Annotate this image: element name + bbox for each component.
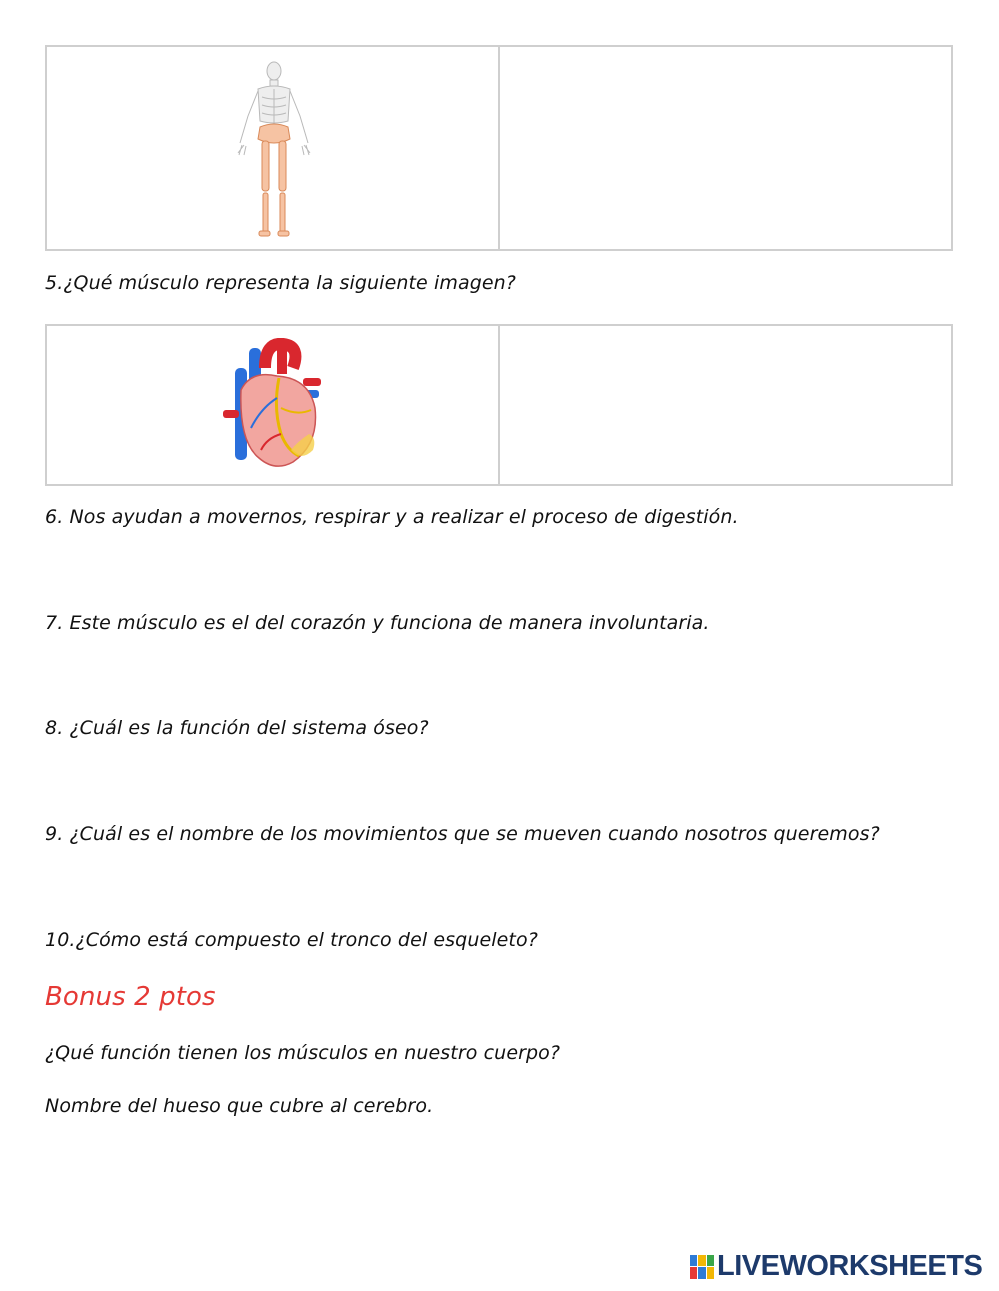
image-answer-row-skeleton	[45, 45, 953, 251]
bonus-question-2: Nombre del hueso que cubre al cerebro.	[45, 1095, 434, 1117]
logo-mark-icon	[690, 1255, 714, 1279]
answer-cell[interactable]	[498, 47, 951, 249]
question-8: 8. ¿Cuál es la función del sistema óseo?	[45, 717, 429, 739]
bonus-question-1: ¿Qué función tienen los músculos en nuestro cuerpo?	[45, 1042, 561, 1064]
liveworksheets-logo	[690, 1250, 982, 1283]
answer-cell[interactable]	[498, 326, 951, 484]
skeleton-icon	[222, 61, 326, 239]
question-7: 7. Este músculo es el del corazón y funciona de manera involuntaria.	[45, 612, 710, 634]
bonus-title: Bonus 2 ptos	[45, 982, 216, 1012]
question-10: 10.¿Cómo está compuesto el tronco del esqueleto?	[45, 929, 538, 951]
question-6: 6. Nos ayudan a movernos, respirar y a realizar el proceso de digestión.	[45, 506, 739, 528]
logo-text: LIVEWORKSHEETS	[717, 1250, 983, 1282]
image-cell	[47, 47, 498, 249]
image-cell	[47, 326, 498, 484]
image-answer-row-heart	[45, 324, 953, 486]
question-9: 9. ¿Cuál es el nombre de los movimientos que se mueven cuando nosotros queremos?	[45, 823, 880, 845]
question-5: 5.¿Qué músculo representa la siguiente imagen?	[45, 272, 516, 294]
heart-icon	[221, 338, 333, 472]
